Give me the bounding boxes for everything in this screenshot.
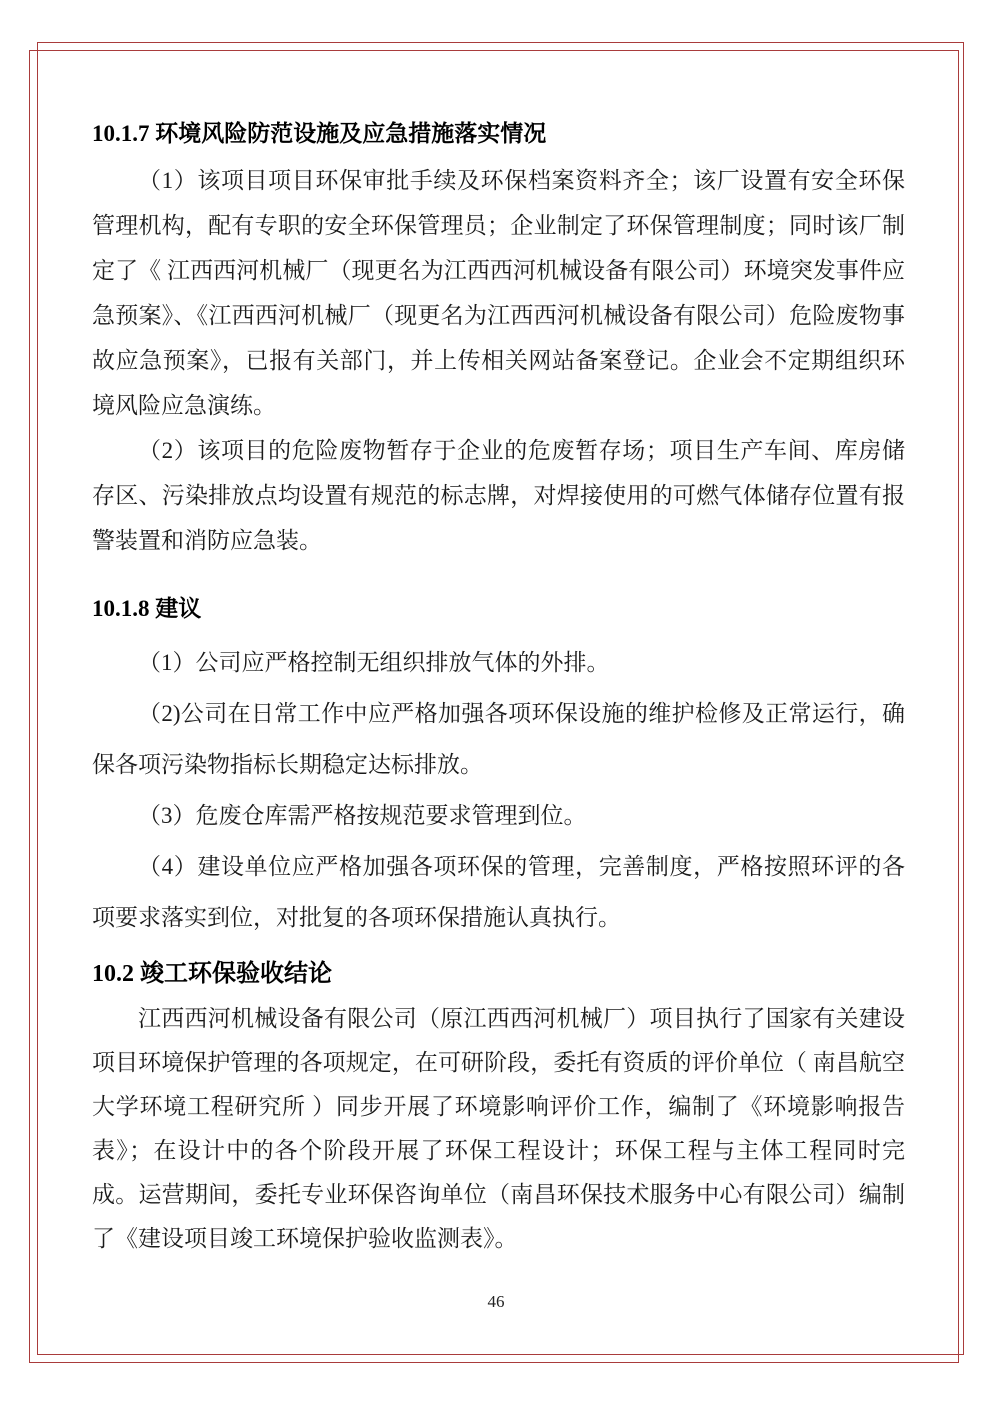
section-heading-10-1-7: 10.1.7 环境风险防范设施及应急措施落实情况	[92, 121, 547, 146]
paragraph-risk-prevention-1: （1）该项目项目环保审批手续及环保档案资料齐全；该厂设置有安全环保管理机构，配有专职的安全环保管理员；企业制定了环保管理制度；同时该厂制定了《 江西西河机械厂（现更名为江西西河机械设备有限公司）环境突发事件应急预案》、《江西西河机械厂（现更名为江西西河机械设备有限公司）危险废物事故应急预案》，已报有关部门，并上传相关网站备案登记。企业会不定期组织环境风险应急演练。	[92, 168, 905, 418]
paragraph-suggestion-2: （2)公司在日常工作中应严格加强各项环保设施的维护检修及正常运行，确保各项污染物指标长期稳定达标排放。	[92, 701, 905, 777]
paragraph-risk-prevention-2: （2）该项目的危险废物暂存于企业的危废暂存场；项目生产车间、库房储存区、污染排放点均设置有规范的标志牌，对焊接使用的可燃气体储存位置有报警装置和消防应急装。	[92, 438, 905, 553]
paragraph-suggestion-3: （3）危废仓库需严格按规范要求管理到位。	[138, 803, 587, 828]
section-heading-10-1-8: 10.1.8 建议	[92, 596, 202, 621]
page-content	[92, 118, 905, 1261]
paragraph-suggestion-1: （1）公司应严格控制无组织排放气体的外排。	[138, 650, 610, 675]
paragraph-acceptance-conclusion: 江西西河机械设备有限公司（原江西西河机械厂）项目执行了国家有关建设项目环境保护管理的各项规定，在可研阶段，委托有资质的评价单位（ 南昌航空大学环境工程研究所 ）同步开展了环境影响评价工作，编制了《环境影响报告表》；在设计中的各个阶段开展了环保工程设计；环保工程与主体工程同时完成。运营期间，委托专业环保咨询单位（南昌环保技术服务中心有限公司）编制了《建设项目竣工环境保护验收监测表》。	[92, 1006, 905, 1251]
paragraph-suggestion-4: （4）建设单位应严格加强各项环保的管理，完善制度，严格按照环评的各项要求落实到位，对批复的各项环保措施认真执行。	[92, 854, 905, 930]
page-number: 46	[487, 1292, 505, 1311]
section-heading-10-2: 10.2 竣工环保验收结论	[92, 961, 332, 987]
